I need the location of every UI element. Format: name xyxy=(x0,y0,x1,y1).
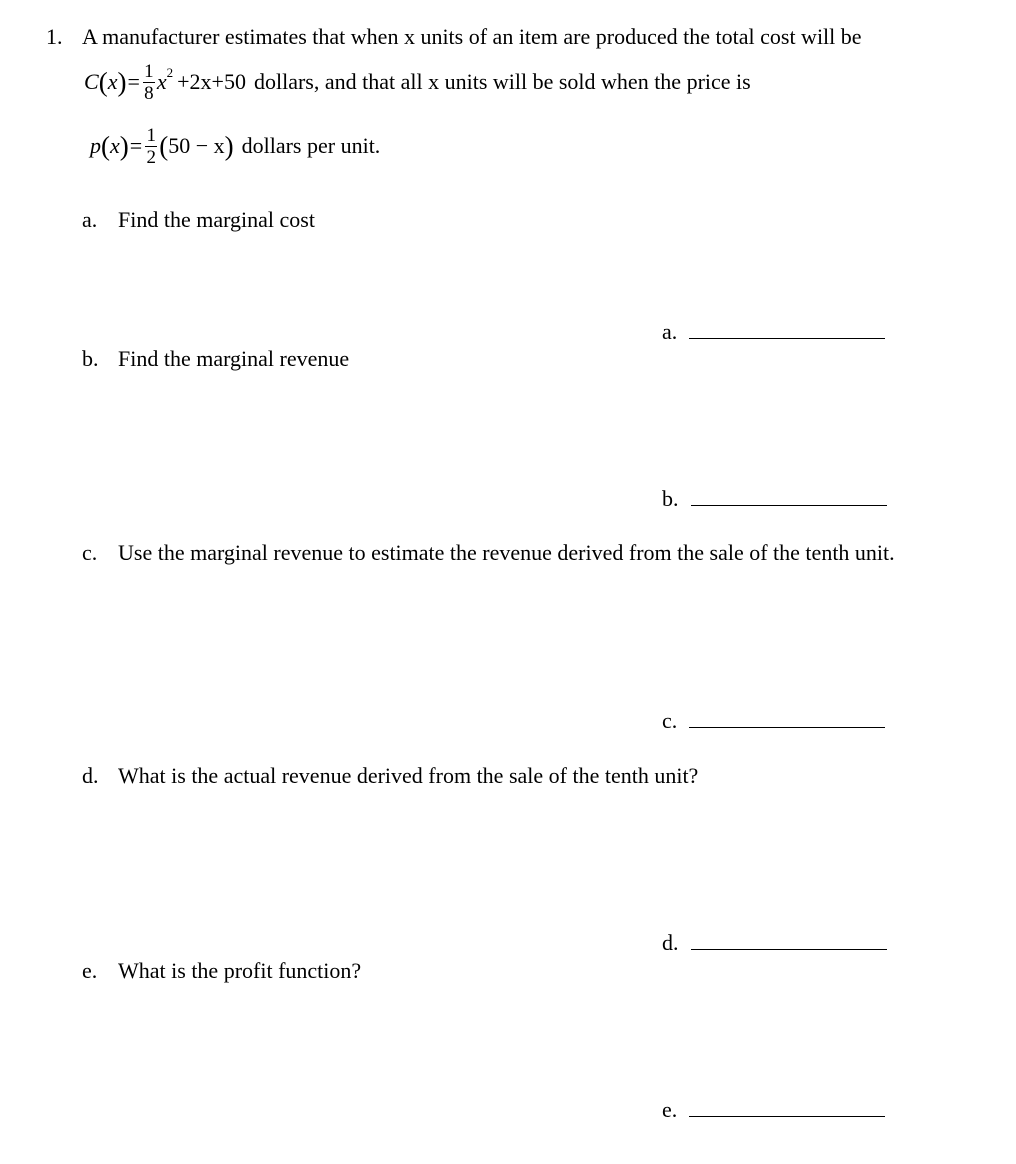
part-b-letter: b. xyxy=(82,346,99,371)
part-e-question: What is the profit function? xyxy=(118,958,362,983)
price-fraction: $\frac{1}{2}$ xyxy=(146,124,156,168)
part-a-question: Find the marginal cost xyxy=(118,207,315,232)
price-function-name: p xyxy=(90,133,101,158)
price-function: p ( x ) = $\frac{1}{2}$ ( 50 − x ) dollars per unit. xyxy=(90,124,381,168)
part-c-letter: c. xyxy=(82,540,98,565)
price-function-suffix: dollars per unit. xyxy=(241,133,381,158)
answer-e-label: e. xyxy=(662,1097,678,1122)
price-function-inner: 50 − x xyxy=(168,133,225,158)
cost-function-suffix: dollars, and that all x units will be sold when the price is xyxy=(253,69,751,94)
cost-function-var: x xyxy=(107,69,118,94)
problem-intro: A manufacturer estimates that when x units of an item are produced the total cost will be xyxy=(82,24,862,49)
answer-e[interactable] xyxy=(662,1097,885,1123)
cost-fraction: $\frac{1}{8}$ xyxy=(144,60,154,104)
answer-b-label: b. xyxy=(662,486,679,511)
answer-a-line[interactable] xyxy=(689,320,885,339)
answer-d-label: d. xyxy=(662,930,679,955)
part-e-letter: e. xyxy=(82,958,98,983)
answer-e-line[interactable] xyxy=(689,1098,885,1117)
answer-b-line[interactable] xyxy=(691,487,887,506)
answer-b[interactable] xyxy=(662,486,887,512)
answer-c-line[interactable] xyxy=(689,709,885,728)
part-a-letter: a. xyxy=(82,207,98,232)
part-d-letter: d. xyxy=(82,763,99,788)
answer-c[interactable] xyxy=(662,708,885,734)
part-b-question: Find the marginal revenue xyxy=(118,346,350,371)
cost-function-name: C xyxy=(84,69,99,94)
price-function-var: x xyxy=(110,133,120,158)
part-c-question: Use the marginal revenue to estimate the revenue derived from the sale of the tenth unit. xyxy=(118,540,895,565)
part-d-question: What is the actual revenue derived from the sale of the tenth unit? xyxy=(118,763,699,788)
answer-d-line[interactable] xyxy=(691,931,887,950)
problem-number: 1. xyxy=(46,24,63,49)
cost-function: C ( x ) = $\frac{1}{8}$ x 2 +2x+50 dollars, and that all x units will be sold when the price is xyxy=(84,60,751,104)
answer-c-label: c. xyxy=(662,708,678,733)
answer-d[interactable] xyxy=(662,930,887,956)
answer-a[interactable] xyxy=(662,319,885,345)
answer-a-label: a. xyxy=(662,319,678,344)
cost-function-rest: +2x+50 xyxy=(177,69,246,94)
